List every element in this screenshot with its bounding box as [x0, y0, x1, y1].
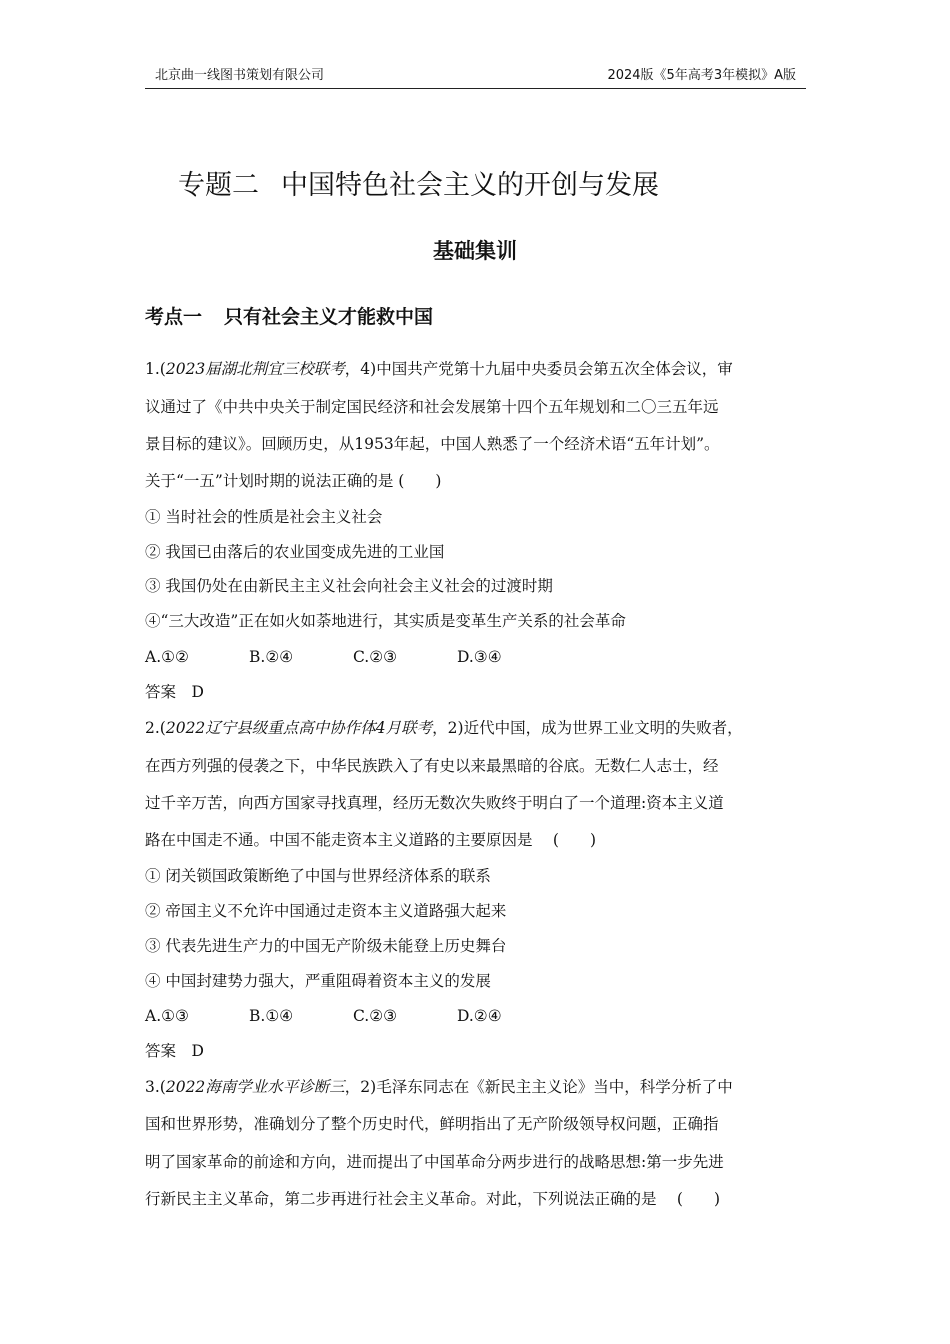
question-3-line-4: 行新民主主义革命，第二步再进行社会主义革命。对此，下列说法正确的是 ( ): [145, 1190, 721, 1208]
publisher-name: 北京曲一线图书策划有限公司: [155, 68, 325, 83]
question-1-statement-2: ② 我国已由落后的农业国变成先进的工业国: [145, 543, 445, 561]
question-2-option-c: C.②③: [353, 1007, 398, 1025]
question-2-statement-3: ③ 代表先进生产力的中国无产阶级未能登上历史舞台: [145, 937, 507, 955]
chapter-name: 中国特色社会主义的开创与发展: [281, 170, 659, 201]
question-2-answer: 答案 D: [145, 1042, 204, 1060]
question-2-line-2: 在西方列强的侵袭之下，中华民族跌入了有史以来最黑暗的谷底。无数仁人志士，经: [145, 757, 719, 775]
topic-name: 只有社会主义才能救中国: [224, 306, 434, 328]
chapter-number: 专题二: [178, 170, 259, 201]
question-1-line-4: 关于“一五”计划时期的说法正确的是 ( ): [145, 472, 442, 490]
question-2-statement-1: ① 闭关锁国政策断绝了中国与世界经济体系的联系: [145, 867, 491, 885]
question-1-answer: 答案 D: [145, 683, 204, 701]
question-2-options: [145, 1005, 502, 1027]
question-1-options: [145, 646, 502, 668]
question-1-line-3: 景目标的建议》。回顾历史，从1953年起，中国人熟悉了一个经济术语“五年计划”。: [145, 435, 720, 453]
chapter-title: [178, 168, 659, 204]
question-1-statement-3: ③ 我国仍处在由新民主主义社会向社会主义社会的过渡时期: [145, 577, 553, 595]
question-1-statement-4: ④“三大改造”正在如火如荼地进行，其实质是变革生产关系的社会革命: [145, 612, 626, 630]
section-subtitle: 基础集训: [433, 239, 517, 263]
question-1-statement-1: ① 当时社会的性质是社会主义社会: [145, 508, 383, 526]
question-3-line-3: 明了国家革命的前途和方向，进而提出了中国革命分两步进行的战略思想:第一步先进: [145, 1153, 724, 1171]
question-1-line-1: 1.(2023届湖北荆宜三校联考，4)中国共产党第十九届中央委员会第五次全体会议，审: [145, 360, 733, 378]
topic-heading: [145, 303, 433, 331]
question-2-source: 2022辽宁县级重点高中协作体4月联考: [165, 719, 433, 737]
question-2-option-a: A.①③: [145, 1007, 189, 1025]
question-1-source: 2023届湖北荆宜三校联考: [165, 360, 345, 378]
question-2-option-b: B.①④: [249, 1007, 294, 1025]
question-2-line-4: 路在中国走不通。中国不能走资本主义道路的主要原因是 ( ): [145, 831, 597, 849]
question-1-line-2: 议通过了《中共中央关于制定国民经济和社会发展第十四个五年规划和二〇三五年远: [145, 398, 719, 416]
question-3-line-1: 3.(2022海南学业水平诊断三，2)毛泽东同志在《新民主主义论》当中，科学分析了中: [145, 1078, 733, 1096]
question-2-line-1: 2.(2022辽宁县级重点高中协作体4月联考，2)近代中国，成为世界工业文明的失败者，: [145, 719, 743, 737]
question-2-statement-2: ② 帝国主义不允许中国通过走资本主义道路强大起来: [145, 902, 507, 920]
question-2-option-d: D.②④: [457, 1007, 502, 1025]
question-1-option-b: B.②④: [249, 648, 294, 666]
page-header: [145, 66, 806, 89]
book-edition: 2024版《5年高考3年模拟》A版: [607, 68, 796, 83]
question-3-source: 2022海南学业水平诊断三: [165, 1078, 345, 1096]
question-2-statement-4: ④ 中国封建势力强大，严重阻碍着资本主义的发展: [145, 972, 491, 990]
question-2-line-3: 过千辛万苦，向西方国家寻找真理，经历无数次失败终于明白了一个道理:资本主义道: [145, 794, 724, 812]
question-3-line-2: 国和世界形势，准确划分了整个历史时代，鲜明指出了无产阶级领导权问题，正确指: [145, 1115, 719, 1133]
question-1-option-c: C.②③: [353, 648, 398, 666]
question-1-option-d: D.③④: [457, 648, 502, 666]
topic-number: 考点一: [145, 306, 203, 328]
question-1-option-a: A.①②: [145, 648, 189, 666]
